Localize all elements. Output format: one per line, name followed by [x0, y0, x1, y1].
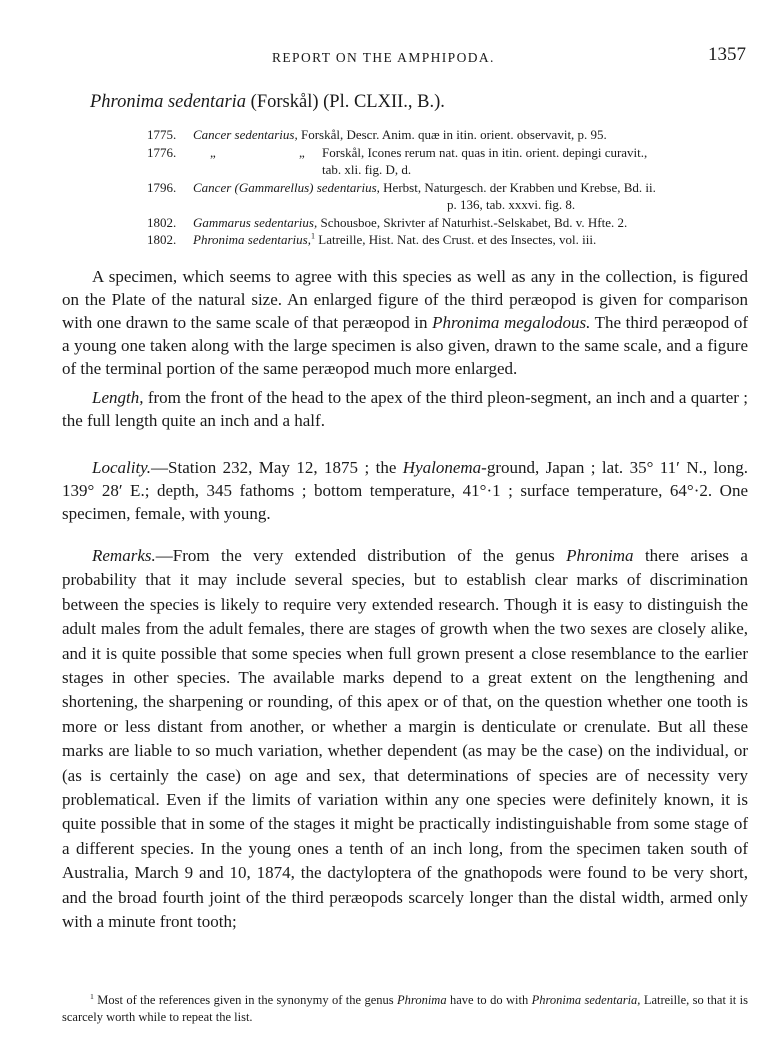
synonymy-year: 1775. [147, 127, 177, 142]
synonymy-citation: Forskål, Descr. Anim. quæ in itin. orient. observavit, p. 95. [297, 127, 607, 142]
species-name: Phronima sedentaria [90, 92, 247, 112]
synonymy-taxon: Cancer sedentarius, [193, 127, 298, 142]
synonymy-year: 1802. [147, 214, 177, 230]
synonymy-entry [0, 126, 776, 144]
synonymy-citation: Latreille, Hist. Nat. des Crust. et des Insectes, vol. iii. [315, 232, 597, 247]
synonymy-continuation [0, 196, 776, 214]
synonymy-citation: Schousboe, Skrivter af Naturhist.-Selskabet, Bd. v. Hfte. 2. [317, 214, 628, 230]
synonymy-entry [0, 144, 776, 162]
synonymy-entry [0, 214, 776, 232]
synonymy-entry [0, 231, 776, 249]
species-title [90, 92, 445, 113]
synonymy-taxon: Cancer (Gammarellus) sedentarius, [193, 179, 380, 195]
synonymy-continuation [0, 161, 776, 179]
synonymy-citation-cont: tab. xli. fig. D, d. [322, 162, 412, 177]
paragraph-description: A specimen, which seems to agree with this species as well as any in the collection, is figured on the Plate of the natural size. An enlarged figure of the third peræopod is given for comparison with one drawn to the same scale of that peræopod in Phronima megalodous. The third peræopod of a young one taken along with the large specimen is also given, drawn to the same scale, and a figure of the terminal portion of the same peræopod much more enlarged. [62, 267, 749, 378]
footnote-mark: 1 [90, 991, 94, 1001]
ditto-marks: „ „ [210, 144, 345, 160]
synonymy-taxon: Gammarus sedentarius, [193, 214, 318, 230]
synonymy-citation-cont: p. 136, tab. xxxvi. fig. 8. [447, 197, 576, 212]
footnote: $^1$ Most of the references given in the synonymy of the genus Phronima have to do with Phronima sedentaria, Latreille, so that it is scarcely worth while to repeat the list. [62, 991, 748, 1024]
paragraph-remarks: Remarks.—From the very extended distribution of the genus Phronima there arises a probability that it may include several species, but to establish clear marks of discrimination between the species is likely to require very extended research. Though it is easy to distinguish the adult males from the adult females, there are stages of growth when the two sexes are closely alike, and it is quite possible that some species when full grown present a close resemblance to the earlier stages in other species. The available marks depend to a great extent on the lengthening and shortening, the sharpening or rounding, of this apex or of that, on the question whether one tooth is more or less distant from another, or whether a margin is denticulate or crenulate. But all these marks are liable to so much variation, whether dependent (as may be the case) on the individual, or (as is certainly the case) on age and sex, that determinations of species are of necessity very problematical. Even if the limits of variation within any one species were definitely known, it is quite possible that in some of the stages it might be practically indistinguishable from some stage of a different species. In the young ones a tenth of an inch long, from the specimen taken south of Australia, March 9 and 10, 1874, the dactyloptera of the gnathopods were found to be very short, and the broad fourth joint of the third peræopods scarcely longer than the distal width, armed only with a minute front tooth; [62, 546, 748, 932]
synonymy-year: 1776. [147, 144, 177, 160]
synonymy-entry [0, 179, 776, 197]
synonymy-list [0, 126, 776, 249]
paragraph-locality: Locality.—Station 232, May 12, 1875 ; the Hyalonema-ground, Japan ; lat. 35° 11′ N., long. 139° 28′ E.; depth, 345 fathoms ; bottom temperature, 41°·1 ; surface temperature, 64°·2. One specimen, female, with young. [62, 458, 748, 523]
page-number: 1357 [708, 44, 746, 65]
synonymy-taxon: Phronima sedentarius, [193, 232, 311, 247]
running-head: REPORT ON THE AMPHIPODA. [272, 50, 495, 65]
synonymy-year: 1802. [147, 232, 177, 247]
synonymy-citation: Forskål, Icones rerum nat. quas in itin. orient. depingi curavit., [322, 144, 648, 160]
paragraph-length: Length, from the front of the head to the apex of the third pleon-segment, an inch and a quarter ; the full length quite an inch and a half. [62, 388, 748, 430]
species-authority: (Forskål) (Pl. CLXII., B.). [246, 92, 445, 112]
synonymy-year: 1796. [147, 179, 177, 195]
synonymy-citation: Herbst, Naturgesch. der Krabben und Krebse, Bd. ii. [379, 179, 656, 195]
footnote-ref: 1 [310, 231, 315, 241]
